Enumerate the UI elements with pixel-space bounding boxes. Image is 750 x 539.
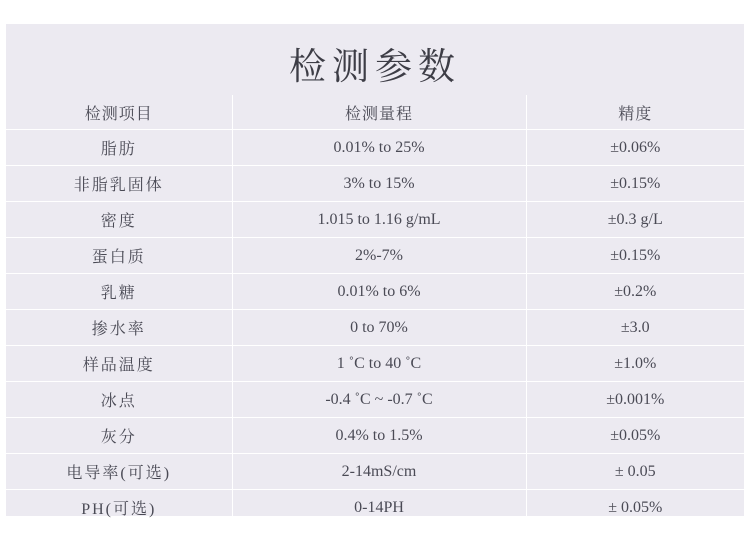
cell-range: 3% to 15% <box>232 166 526 202</box>
cell-range: -0.4 ˚C ~ -0.7 ˚C <box>232 382 526 418</box>
cell-accuracy: ±0.15% <box>526 238 744 274</box>
cell-item: 灰分 <box>6 418 232 454</box>
cell-range: 0-14PH <box>232 490 526 526</box>
cell-range: 0.01% to 25% <box>232 130 526 166</box>
table-header-row <box>6 95 744 130</box>
column-header-accuracy: 精度 <box>526 95 744 130</box>
cell-item: 掺水率 <box>6 310 232 346</box>
cell-item: 样品温度 <box>6 346 232 382</box>
cell-accuracy: ±0.06% <box>526 130 744 166</box>
table-row <box>6 166 744 202</box>
table-row <box>6 238 744 274</box>
table-row <box>6 490 744 526</box>
table-row <box>6 454 744 490</box>
cell-range: 1.015 to 1.16 g/mL <box>232 202 526 238</box>
cell-item: 密度 <box>6 202 232 238</box>
cell-item: 蛋白质 <box>6 238 232 274</box>
table-row <box>6 346 744 382</box>
cell-item: 乳糖 <box>6 274 232 310</box>
cell-item: 电导率(可选) <box>6 454 232 490</box>
cell-accuracy: ±1.0% <box>526 346 744 382</box>
cell-accuracy: ±0.15% <box>526 166 744 202</box>
cell-range: 2%-7% <box>232 238 526 274</box>
table-row <box>6 274 744 310</box>
cell-accuracy: ± 0.05 <box>526 454 744 490</box>
table-row <box>6 202 744 238</box>
cell-item: 脂肪 <box>6 130 232 166</box>
table-row <box>6 418 744 454</box>
table-row <box>6 310 744 346</box>
cell-item: PH(可选) <box>6 490 232 526</box>
cell-accuracy: ± 0.05% <box>608 498 663 516</box>
cell-accuracy: ±0.3 g/L <box>526 202 744 238</box>
parameters-table <box>6 95 744 525</box>
cell-item: 非脂乳固体 <box>6 166 232 202</box>
cell-accuracy: ±0.001% <box>526 382 744 418</box>
cell-range: 0.01% to 6% <box>232 274 526 310</box>
column-header-range: 检测量程 <box>232 95 526 130</box>
column-header-item: 检测项目 <box>6 95 232 130</box>
cell-range: 0 to 70% <box>232 310 526 346</box>
cell-range: 1 ˚C to 40 ˚C <box>232 346 526 382</box>
cell-accuracy: ±0.2% <box>526 274 744 310</box>
parameters-panel <box>6 24 744 516</box>
cell-range: 2-14mS/cm <box>232 454 526 490</box>
cell-accuracy: ±3.0 <box>526 310 744 346</box>
page-title: 检测参数 <box>289 47 461 88</box>
cell-item: 冰点 <box>6 382 232 418</box>
table-row <box>6 382 744 418</box>
table-row <box>6 130 744 166</box>
cell-accuracy: ±0.05% <box>526 418 744 454</box>
cell-range: 0.4% to 1.5% <box>232 418 526 454</box>
